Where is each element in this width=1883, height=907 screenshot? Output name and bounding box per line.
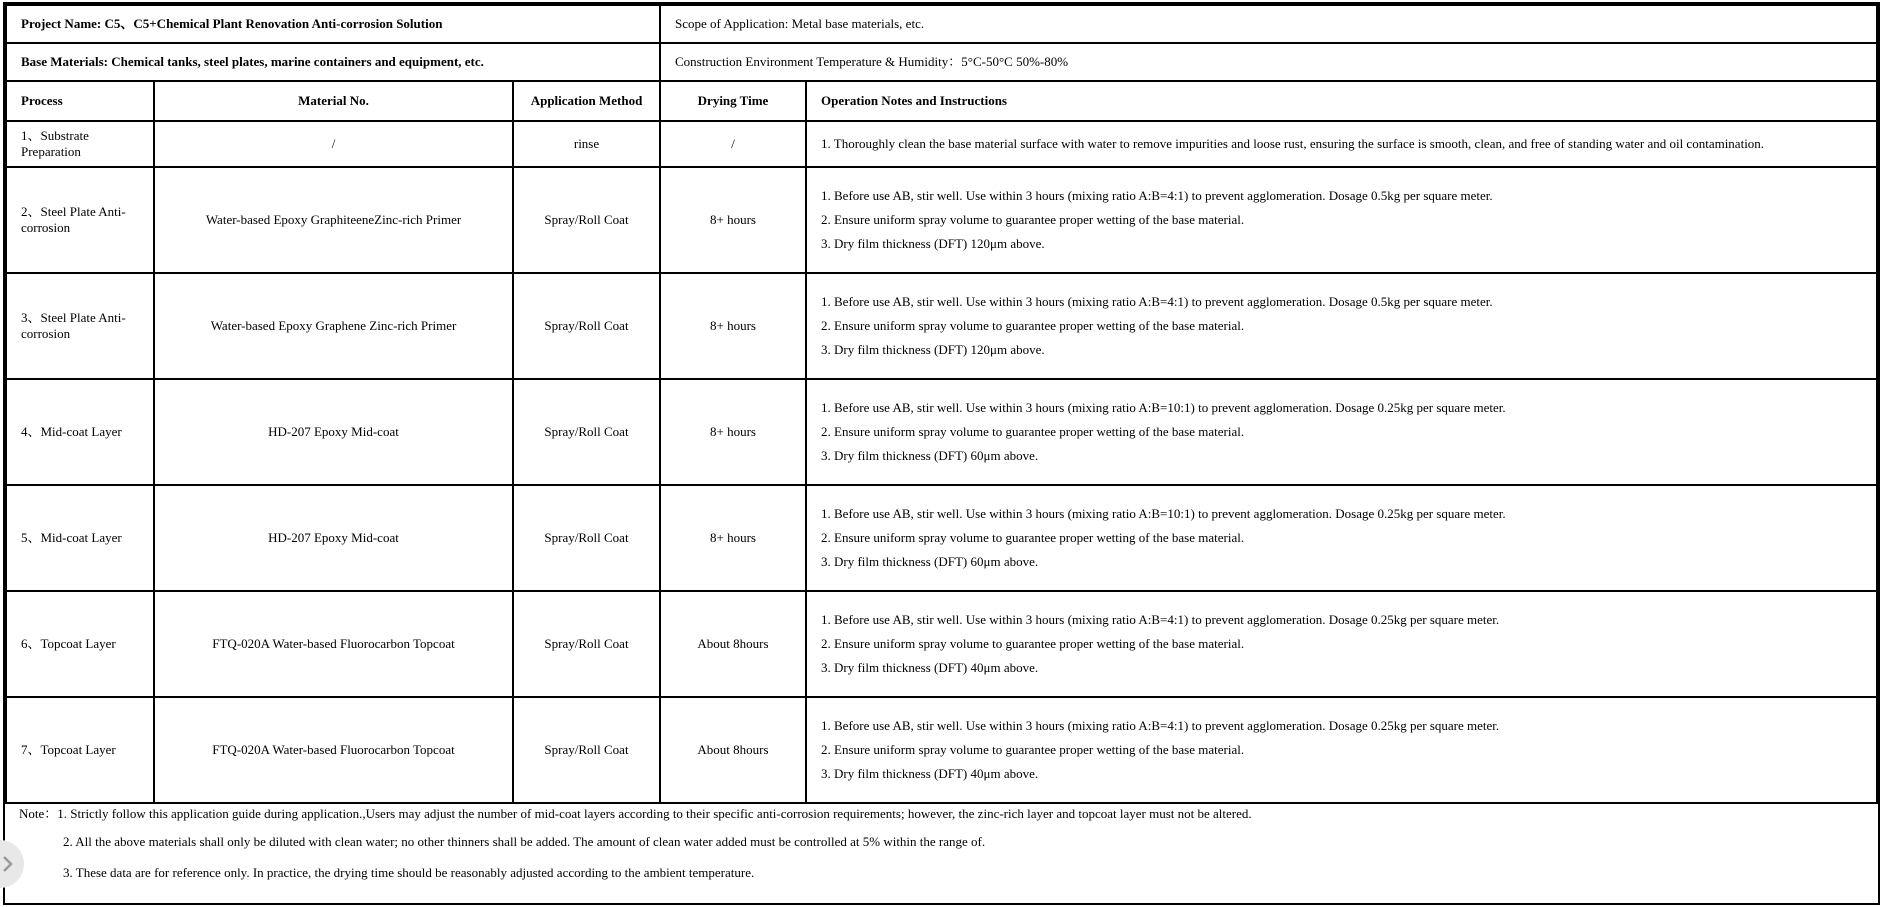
material-cell: FTQ-020A Water-based Fluorocarbon Topcoat xyxy=(154,591,513,697)
header-row-1 xyxy=(6,5,1877,43)
column-header-process: Process xyxy=(6,81,154,121)
drying-time-cell: 8+ hours xyxy=(660,167,806,273)
drying-time-cell: About 8hours xyxy=(660,591,806,697)
note-item: 2. Ensure uniform spray volume to guarantee proper wetting of the base material. xyxy=(821,636,1245,651)
column-header-material: Material No. xyxy=(154,81,513,121)
note-item: 3. Dry film thickness (DFT) 40μm above. xyxy=(821,766,1039,781)
method-cell: Spray/Roll Coat xyxy=(513,697,660,803)
notes-cell xyxy=(806,379,1877,485)
construction-environment: Construction Environment Temperature & Humidity：5°C-50°C 50%-80% xyxy=(660,43,1877,81)
base-materials: Base Materials: Chemical tanks, steel plates, marine containers and equipment, etc. xyxy=(6,43,660,81)
table-body xyxy=(6,5,1877,803)
scope-of-application: Scope of Application: Metal base materials, etc. xyxy=(660,5,1877,43)
material-cell: HD-207 Epoxy Mid-coat xyxy=(154,379,513,485)
header-row-2 xyxy=(6,43,1877,81)
process-cell: 5、Mid-coat Layer xyxy=(6,485,154,591)
method-cell: Spray/Roll Coat xyxy=(513,167,660,273)
method-cell: rinse xyxy=(513,121,660,167)
notes-cell xyxy=(806,697,1877,803)
material-cell: Water-based Epoxy GraphiteeneZinc-rich Primer xyxy=(154,167,513,273)
note-item: 3. Dry film thickness (DFT) 120μm above. xyxy=(821,342,1045,357)
table-row xyxy=(6,121,1877,167)
note-item: 2. Ensure uniform spray volume to guarantee proper wetting of the base material. xyxy=(821,424,1245,439)
notes-cell xyxy=(806,591,1877,697)
drying-time-cell: About 8hours xyxy=(660,697,806,803)
note-item: 3. Dry film thickness (DFT) 60μm above. xyxy=(821,554,1039,569)
column-header-notes: Operation Notes and Instructions xyxy=(806,81,1877,121)
note-item: 1. Before use AB, stir well. Use within 3 hours (mixing ratio A:B=4:1) to prevent agglomeration. Dosage 0.25kg per square meter. xyxy=(821,718,1500,733)
method-cell: Spray/Roll Coat xyxy=(513,485,660,591)
note-item: 1. Before use AB, stir well. Use within 3 hours (mixing ratio A:B=4:1) to prevent agglomeration. Dosage 0.5kg per square meter. xyxy=(821,294,1493,309)
table-row xyxy=(6,379,1877,485)
notes-cell xyxy=(806,485,1877,591)
note-item: 2. Ensure uniform spray volume to guarantee proper wetting of the base material. xyxy=(821,742,1245,757)
material-cell: HD-207 Epoxy Mid-coat xyxy=(154,485,513,591)
table-row xyxy=(6,167,1877,273)
note-item: 1. Before use AB, stir well. Use within 3 hours (mixing ratio A:B=10:1) to prevent agglomeration. Dosage 0.25kg per square meter. xyxy=(821,506,1506,521)
project-name: Project Name: C5、C5+Chemical Plant Renovation Anti-corrosion Solution xyxy=(6,5,660,43)
drying-time-cell: 8+ hours xyxy=(660,485,806,591)
method-cell: Spray/Roll Coat xyxy=(513,379,660,485)
process-cell: 6、Topcoat Layer xyxy=(6,591,154,697)
notes-cell xyxy=(806,273,1877,379)
process-cell: 3、Steel Plate Anti-corrosion xyxy=(6,273,154,379)
material-cell: Water-based Epoxy Graphene Zinc-rich Primer xyxy=(154,273,513,379)
chevron-right-icon xyxy=(2,855,14,873)
note-item: 3. Dry film thickness (DFT) 60μm above. xyxy=(821,448,1039,463)
note-line-1: Note：1. Strictly follow this application guide during application.,Users may adjust the number of mid-coat layers according to their specific anti-corrosion requirements; however, the zinc-rich layer and topcoat layer must not be altered. xyxy=(19,806,1252,821)
footer-notes xyxy=(5,791,1878,903)
process-cell: 7、Topcoat Layer xyxy=(6,697,154,803)
note-item: 1. Before use AB, stir well. Use within 3 hours (mixing ratio A:B=4:1) to prevent agglomeration. Dosage 0.25kg per square meter. xyxy=(821,612,1500,627)
note-item: 3. Dry film thickness (DFT) 120μm above. xyxy=(821,236,1045,251)
note-line-2: 2. All the above materials shall only be diluted with clean water; no other thinners shall be added. The amount of clean water added must be controlled at 5% within the range of. xyxy=(63,834,986,849)
notes-cell xyxy=(806,121,1877,167)
note-item: 3. Dry film thickness (DFT) 40μm above. xyxy=(821,660,1039,675)
solution-table xyxy=(5,4,1878,804)
process-cell: 4、Mid-coat Layer xyxy=(6,379,154,485)
note-item: 1. Thoroughly clean the base material surface with water to remove impurities and loose rust, ensuring the surface is smooth, clean, and free of standing water and oil contamination. xyxy=(821,136,1765,151)
note-line-3: 3. These data are for reference only. In practice, the drying time should be reasonably adjusted according to the ambient temperature. xyxy=(63,865,755,880)
drying-time-cell: 8+ hours xyxy=(660,273,806,379)
table-row xyxy=(6,697,1877,803)
column-header-drying: Drying Time xyxy=(660,81,806,121)
process-cell: 2、Steel Plate Anti-corrosion xyxy=(6,167,154,273)
column-header-row xyxy=(6,81,1877,121)
solution-sheet xyxy=(3,2,1880,905)
table-row xyxy=(6,591,1877,697)
process-cell: 1、Substrate Preparation xyxy=(6,121,154,167)
note-item: 2. Ensure uniform spray volume to guarantee proper wetting of the base material. xyxy=(821,530,1245,545)
note-item: 2. Ensure uniform spray volume to guarantee proper wetting of the base material. xyxy=(821,318,1245,333)
drying-time-cell: / xyxy=(660,121,806,167)
note-item: 1. Before use AB, stir well. Use within 3 hours (mixing ratio A:B=4:1) to prevent agglomeration. Dosage 0.5kg per square meter. xyxy=(821,188,1493,203)
note-item: 1. Before use AB, stir well. Use within 3 hours (mixing ratio A:B=10:1) to prevent agglomeration. Dosage 0.25kg per square meter. xyxy=(821,400,1506,415)
material-cell: FTQ-020A Water-based Fluorocarbon Topcoat xyxy=(154,697,513,803)
table-row xyxy=(6,273,1877,379)
method-cell: Spray/Roll Coat xyxy=(513,591,660,697)
drying-time-cell: 8+ hours xyxy=(660,379,806,485)
material-cell: / xyxy=(154,121,513,167)
column-header-method: Application Method xyxy=(513,81,660,121)
note-item: 2. Ensure uniform spray volume to guarantee proper wetting of the base material. xyxy=(821,212,1245,227)
notes-cell xyxy=(806,167,1877,273)
table-row xyxy=(6,485,1877,591)
method-cell: Spray/Roll Coat xyxy=(513,273,660,379)
